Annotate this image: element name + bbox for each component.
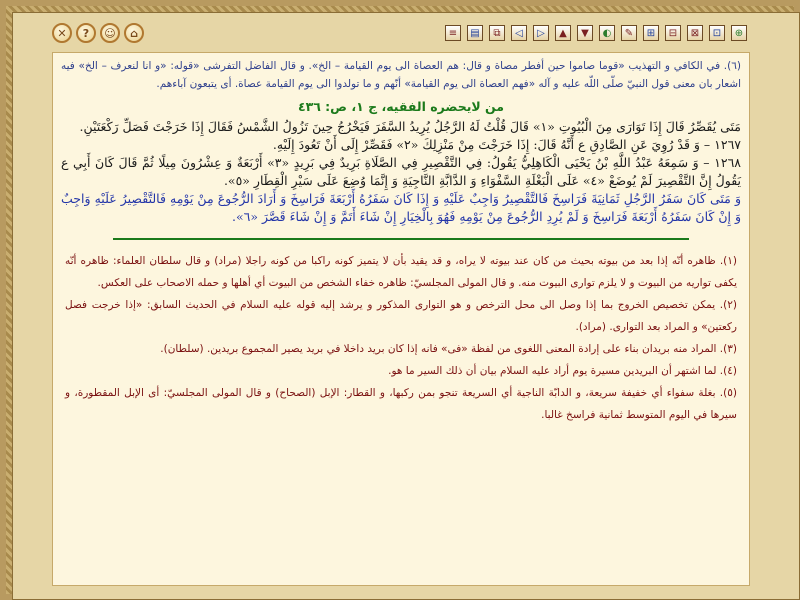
menu-icon[interactable]: ≡ xyxy=(445,25,461,41)
add-icon[interactable]: ⊕ xyxy=(731,25,747,41)
hadith-line: ١٢٦٧ – وَ قَدْ رُوِيَ عَنِ الصَّادِقِ ع أَنَّهُ قَالَ: إِذَا خَرَجْتَ مِنْ مَنْزِلِكَ «٢» فَقَصِّرْ إِلَى أَنْ تَعُودَ إِلَيْهِ. xyxy=(272,137,741,152)
footnote: (١). ظاهره أنّه إذا بعد من بيوته بحيث من كان عند بيوته لا يراه، و قد يقيد بأن لا يتميز كونه راكبا من كونه راجلا (مراد) و قال سلطان العلماء: ظاهره أنّه يكفى تواريه من البيوت و لا يلزم توارى البيوت منه. و قال المولى المجلسيّ: ظاهره خفاء الشخص من البيوت أي أهلها و حمله الاصحاب على العكس. xyxy=(65,255,737,289)
divider xyxy=(113,238,689,240)
help-icon[interactable]: ? xyxy=(76,23,96,43)
top-footnote: (٦). في الكافي و التهذيب «قوما صاموا حين أفطر مصاة و قال: هم العصاة الى يوم القيامة – الخ». و قال الفاضل التفرشى «قوله: «و انا لنعرف – الخ» فيه اشعار بان معنى قول النبيّ صلّى اللّه عليه و آله «فهم العصاة الى يوم القيامة» أنّهم و ما تولدوا الى يوم القيامة عصاة. أى يتبعون آباءهم. xyxy=(61,60,741,90)
copy-icon[interactable]: ⧉ xyxy=(489,25,505,41)
footnote: (٣). المراد منه بريدان بناء على إرادة المعنى اللغوى من لفظة «فى» فانه إذا كان بريد داخلا في بريد يصير المجموع بريدين. (سلطان). xyxy=(160,343,737,355)
edit-icon[interactable]: ✎ xyxy=(621,25,637,41)
grid-icon[interactable]: ⊞ xyxy=(643,25,659,41)
book-page xyxy=(52,52,750,586)
square-icon[interactable]: ⊡ xyxy=(709,25,725,41)
contrast-icon[interactable]: ◐ xyxy=(599,25,615,41)
footnote: (٢). يمكن تخصيص الخروج بما إذا وصل الى محل الترخص و هو التوارى المذكور و يرشد إليه قوله عليه السلام في الحديث السابق: «إذا خرجت فصل ركعتين» و المراد بعد التوارى. (مراد). xyxy=(65,299,737,333)
hadith-text xyxy=(53,118,749,226)
footnote: (٥). بغلة سفواء أي خفيفة سريعة، و الدابّة الناجية أي السريعة تنجو بمن ركبها، و القطار: الإبل (الصحاح) و قال المولى المجلسيّ: أى الإبل المقطورة، و سيرها في اليوم المتوسط ثمانية فراسخ غالبا. xyxy=(65,387,737,421)
about-icon[interactable]: ☺ xyxy=(100,23,120,43)
page-header: من لايحضره الفقيه، ج ١، ص: ٤٣٦ xyxy=(297,99,505,114)
footnote: (٤). لما اشتهر أن البريدين مسيرة يوم أراد عليه السلام بيان أن ذلك السير ما هو. xyxy=(388,365,737,377)
scroll-down-icon[interactable]: ▼ xyxy=(577,25,593,41)
prev-page-icon[interactable]: ◁ xyxy=(511,25,527,41)
scroll-up-icon[interactable]: ▲ xyxy=(555,25,571,41)
hadith-line: وَ مَتَى كَانَ سَفَرُ الرَّجُلِ ثَمَانِيَةَ فَرَاسِخَ فَالتَّقْصِيرُ وَاجِبٌ عَلَيْهِ وَ إِذَا كَانَ سَفَرُهُ أَرْبَعَةَ فَرَاسِخَ وَ أَرَادَ الرُّجُوعَ مِنْ يَوْمِهِ فَالتَّقْصِيرُ عَلَيْهِ وَاجِبٌ وَ إِنْ كَانَ سَفَرُهُ أَرْبَعَةَ فَرَاسِخَ وَ لَمْ يُرِدِ الرُّجُوعَ مِنْ يَوْمِهِ فَهُوَ بِالْخِيَارِ إِنْ شَاءَ أَتَمَّ وَ إِنْ شَاءَ قَصَّرَ «٦». xyxy=(61,191,741,224)
home-icon[interactable]: ⌂ xyxy=(124,23,144,43)
close-icon[interactable]: ✕ xyxy=(52,23,72,43)
list-icon[interactable]: ▤ xyxy=(467,25,483,41)
hadith-line: ١٢٦٨ – وَ سَمِعَهُ عَبْدُ اللَّهِ بْنُ يَحْيَى الْكَاهِلِيُّ يَقُولُ: فِي التَّقْصِيرِ فِي الصَّلَاةِ بَرِيدٌ فِي بَرِيدٍ «٣» أَرْبَعَةٌ وَ عِشْرُونَ مِيلًا ثُمَّ قَالَ كَانَ أَبِي ع يَقُولُ إِنَّ التَّقْصِيرَ لَمْ يُوضَعْ «٤» عَلَى الْبَغْلَةِ السَّفْوَاءِ وَ الدَّابَّةِ النَّاجِيَةِ وَ إِنَّمَا وُضِعَ عَلَى سَيْرِ الْقِطَارِ «٥». xyxy=(61,155,741,188)
minus-icon[interactable]: ⊟ xyxy=(665,25,681,41)
box-icon[interactable]: ⊠ xyxy=(687,25,703,41)
hadith-line: مَتَى يُقَصِّرُ قَالَ إِذَا تَوَارَى مِنَ الْبُيُوتِ «١» قَالَ قُلْتُ لَهُ الرَّجُلُ يُرِيدُ السَّفَرَ فَيَخْرُجُ حِينَ تَزُولُ الشَّمْسُ فَقَالَ إِذَا خَرَجْتَ فَصَلِّ رَكْعَتَيْنِ. xyxy=(79,119,741,134)
next-page-icon[interactable]: ▷ xyxy=(533,25,549,41)
toolbar xyxy=(52,23,750,43)
